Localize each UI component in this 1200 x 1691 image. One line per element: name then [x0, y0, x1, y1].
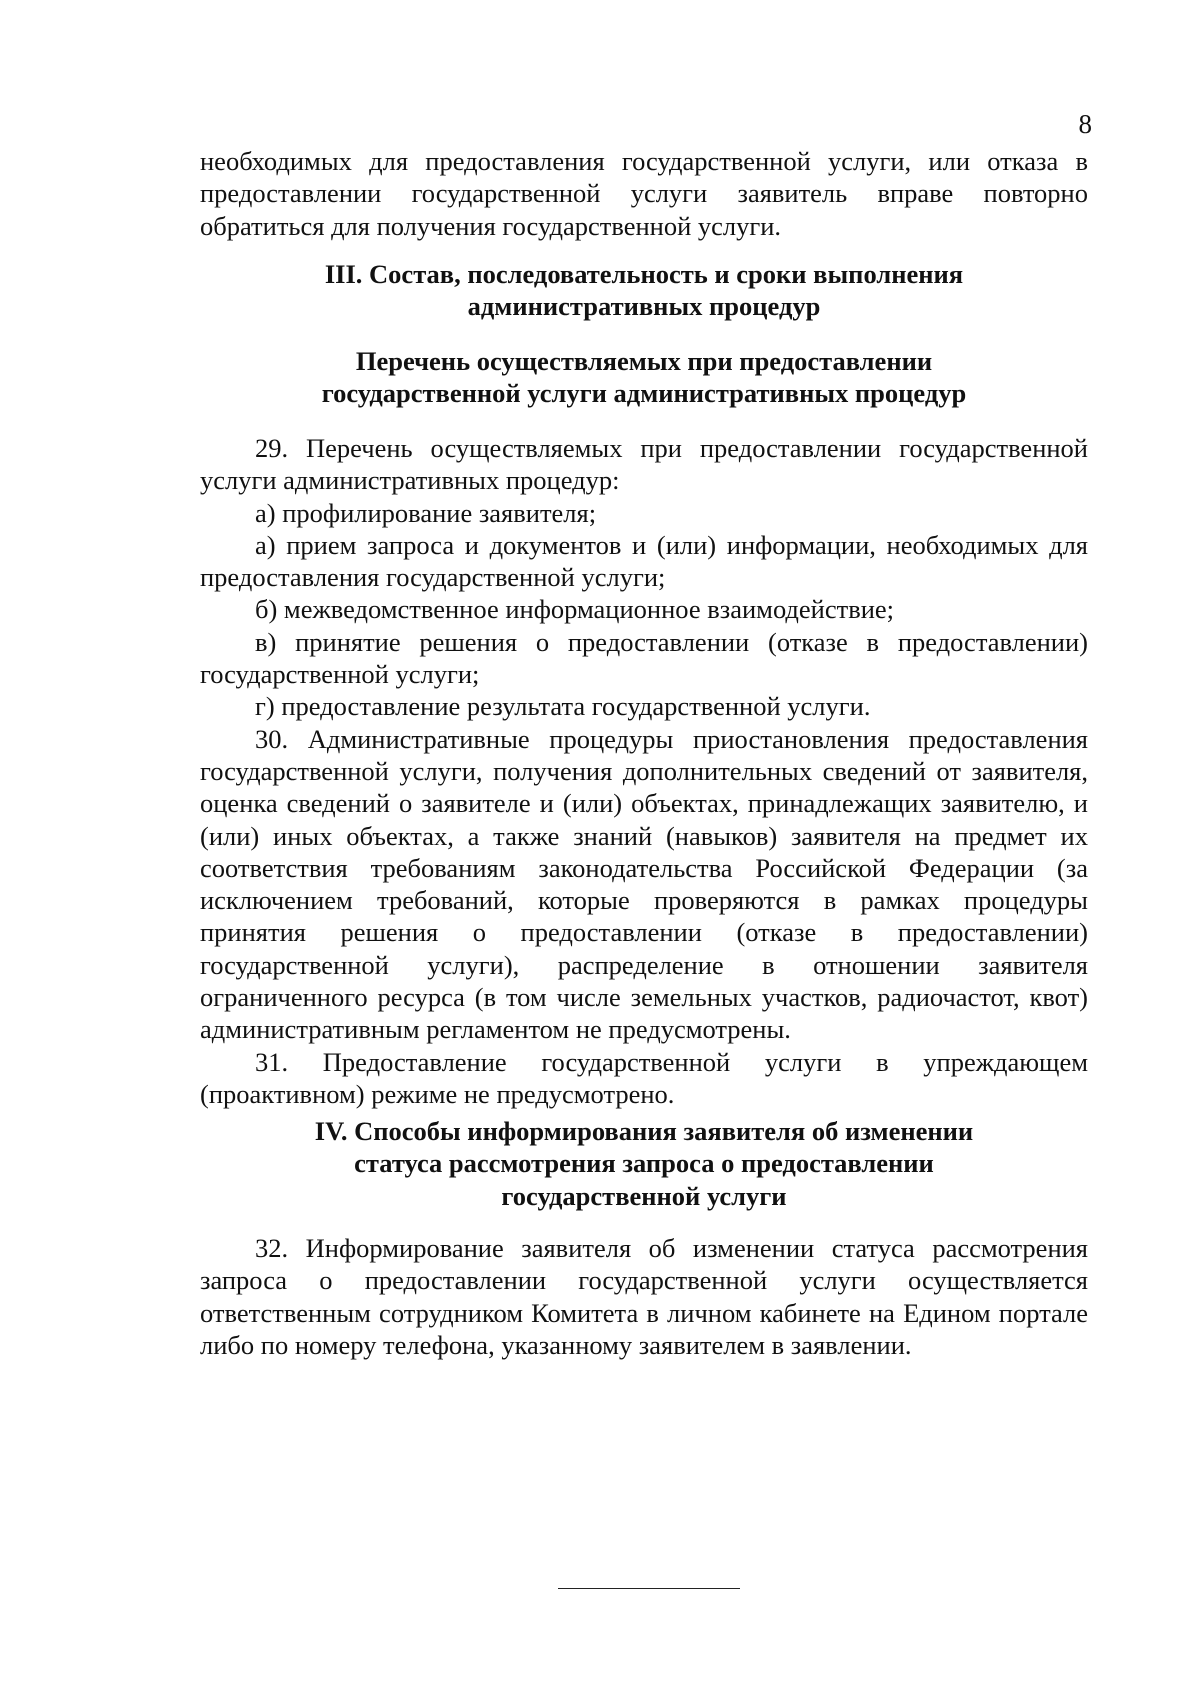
subsection-title-line2: государственной услуги административных процедур	[321, 378, 967, 409]
section-4-title-line2: статуса рассмотрения запроса о предоставлении	[354, 1148, 934, 1179]
items-block	[200, 432, 1088, 1110]
section-4-title-line3: государственной услуги	[501, 1180, 787, 1211]
paragraph-32: 32. Информирование заявителя об изменении статуса рассмотрения запроса о предоставлении государственной услуги осуществляется ответственным сотрудником Комитета в личном кабинете на Едином портале либо по номеру телефона, указанному заявителем в заявлении.	[200, 1233, 1088, 1360]
paragraph-29-v: в) принятие решения о предоставлении (отказе в предоставлении) государственной услуги;	[200, 626, 1088, 690]
paragraph-29-a2: а) прием запроса и документов и (или) информации, необходимых для предоставления государственной услуги;	[200, 529, 1088, 593]
paragraph-29-g: г) предоставление результата государственной услуги.	[255, 691, 871, 722]
paragraph-30: 30. Административные процедуры приостановления предоставления государственной услуги, получения дополнительных сведений от заявителя, оценка сведений о заявителе и (или) объектах, принадлежащих заявителю, и (или) иных объектах, а также знаний (навыков) заявителя на предмет их соответствия требованиям законодательства Российской Федерации (за исключением требований, которые проверяются в рамках процедуры принятия решения о предоставлении (отказе в предоставлении) государственной услуги), распределение в отношении заявителя ограниченного ресурса (в том числе земельных участков, радиочастот, квот) административным регламентом не предусмотрены.	[200, 723, 1088, 1045]
intro-block	[200, 145, 1088, 242]
section-3-heading	[200, 258, 1088, 323]
page-number: 8	[1078, 109, 1092, 139]
section-4-heading	[200, 1115, 1088, 1212]
items-4-block	[200, 1232, 1088, 1361]
end-rule-divider	[558, 1588, 740, 1589]
intro-paragraph: необходимых для предоставления государственной услуги, или отказа в предоставлении государственной услуги заявитель вправе повторно обратиться для получения государственной услуги.	[200, 146, 1088, 241]
paragraph-29-a1: а) профилирование заявителя;	[255, 497, 597, 528]
subsection-heading	[200, 345, 1088, 410]
section-3-title-line2: административных процедур	[467, 291, 821, 322]
paragraph-29: 29. Перечень осуществляемых при предоставлении государственной услуги административных процедур:	[200, 433, 1088, 496]
section-4-title-line1: IV. Способы информирования заявителя об изменении	[314, 1116, 974, 1146]
paragraph-29-b: б) межведомственное информационное взаимодействие;	[255, 594, 895, 625]
subsection-title-line1: Перечень осуществляемых при предоставлении	[355, 346, 933, 376]
section-3-title-line1: III. Состав, последовательность и сроки выполнения	[324, 259, 964, 289]
paragraph-31: 31. Предоставление государственной услуги в упреждающем (проактивном) режиме не предусмотрено.	[200, 1046, 1088, 1109]
